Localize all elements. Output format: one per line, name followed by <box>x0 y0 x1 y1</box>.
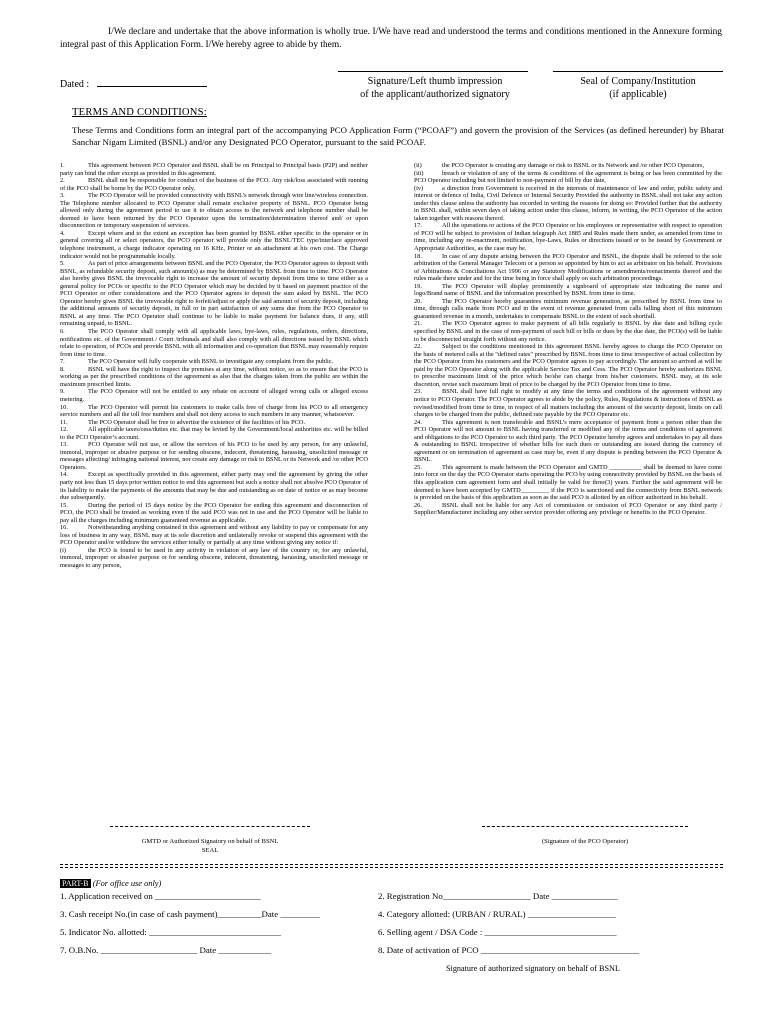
term-number: 14. <box>60 471 68 479</box>
term-text: During the period of 15 days notice by the PCO Operator for ending this agreement and disconnection of PCO, the PCO shall be treated as working even if the said PCO was not in use and the PCO Operator will be liable to pay all the charges including minimum guaranteed revenue as applicable. <box>60 501 368 524</box>
term-text: As part of price arrangements between BSNL and the PCO Operator, the PCO Operator agrees to deposit with BSNL, as refundable security deposit, such amount(s) as may be determined by BSNL from time to time. PCO Operator also hereby gives BSNL the irrevocable right to increase the amount of security deposit from time to time either as a general policy for PCOs or specific to the PCO Operator which may be decided by it based on payment practice of the PCO Operator or other considerations and the PCO Operator agrees to deposit the sum asked by BSNL. The PCO Operator hereby gives BSNL the irrevocable right to forfeit/adjust or apply the said amount of security deposit, including the additional amounts of security deposit, in full or in part satisfaction of any sums due from the PCO Operator to BSNL at any time. The PCO Operator shall continue to be liable to make payment for balance dues, if any, still remaining unpaid, to BSNL. <box>60 260 368 328</box>
term-text: a direction from Government is received in the interests of maintenance of law and order, public safety and interest or defence of India, Civil Defence or Internal Security Provided the authority in BSNL shall not take any action under this clause unless the authority has recorded in writing the reasons for doing so: Provided further that the authority in BSNL shall, within seven days of taking action under this clause, inform, in writing, the PCO Operator of the action taken together with reasons thereof. <box>414 184 722 222</box>
gmtd-signature-block <box>95 838 325 855</box>
term-item <box>414 343 722 388</box>
term-item <box>60 547 368 570</box>
term-number: 19. <box>414 282 422 290</box>
term-number: 10. <box>60 403 68 411</box>
term-item <box>60 192 368 230</box>
term-number: 24. <box>414 418 422 426</box>
office-field[interactable]: 4. Category allotted: (URBAN / RURAL) ____________________ <box>378 909 616 919</box>
term-number: 4. <box>60 229 65 237</box>
term-item <box>60 162 368 177</box>
term-text: the PCO Operator is creating any damage or risk to BSNL or its Network and /or other PCO Operators, <box>442 162 705 169</box>
term-text: The PCO Operator will not be entitled to any rebate on account of alleged wrong calls or alleged excess metering. <box>60 388 368 403</box>
term-number: 16. <box>60 524 68 532</box>
term-item <box>60 502 368 525</box>
term-number: (ii) <box>414 162 422 169</box>
term-text: BSNL will have the right to inspect the premises at any time, without notice, so as to ensure that the PCO is working as per the prescribed conditions of the agreement as also that the charges taken from the public are within the maximum prescribed limits. <box>60 365 368 388</box>
term-item <box>60 441 368 471</box>
term-number: 7. <box>60 358 65 366</box>
term-text: BSNL shall have full right to modify at any time the terms and conditions of the agreement without any notice to PCO Operator. The PCO Operator agrees to abide by the policy, Rules, Regulations & instructions of BSNL as revised/modified from time to time, in respect of all matters including the amount of the security deposit, limits on call charges to be charged from the public, defined rate payable by the PCO Operator etc. <box>414 388 722 419</box>
term-text: the PCO is found to be used in any activity in violation of any law of the country or, for any unlawful, immoral, improper or abusive purpose or for sending obscene, indecent, threatening, harassing, unsolicited message or messages to any person, <box>60 546 368 569</box>
term-number: (iii) <box>414 169 424 177</box>
term-number: 5. <box>60 260 65 268</box>
term-text: Except where and to the extent an exception has been granted by BSNL either specific to the operator or in general covering all or select operators, the PCO operator will provide only the BSNL/TEC type/interface approved telephone instrument, a charge indicator operating on 16 KHz, Printer or an attachment at his own cost. The Charge indicator would not be programmable locally. <box>60 229 368 260</box>
office-use-label: (For office use only) <box>92 879 162 888</box>
term-item <box>414 298 722 321</box>
term-text: BSNL shall not be responsible for conduct of the business of the PCO. Any risk/loss associated with running of the PCO shall be borne by the PCO Operator only. <box>60 177 368 192</box>
term-number: 12. <box>60 426 68 434</box>
term-number: 17. <box>414 222 422 230</box>
term-number: (iv) <box>414 184 424 192</box>
term-number: 3. <box>60 192 65 200</box>
pco-signature-block: (Signature of the PCO Operator) <box>541 838 629 845</box>
signature-label-2: of the applicant/authorized signatory <box>360 89 510 100</box>
term-item <box>60 419 368 427</box>
term-item <box>414 419 722 464</box>
seal-label-1: Seal of Company/Institution <box>580 76 696 87</box>
term-text: BSNL shall not be liable for any Act of commission or omission of PCO Operator or any third party / Supplier/Manufacturer including any other service provider offering any privilege or benefits to the PCO Operator. <box>414 501 722 517</box>
term-number: 21. <box>414 320 422 328</box>
applicant-signature-block <box>330 75 540 101</box>
office-field[interactable]: 1. Application received on ________________________ <box>60 891 261 901</box>
terms-left-column <box>60 162 368 570</box>
term-item <box>60 404 368 419</box>
term-item <box>414 320 722 343</box>
terms-right-column <box>414 162 722 517</box>
gmtd-sig-label: GMTD or Authorized Signatory on behalf of BSNL <box>141 838 279 845</box>
term-item <box>60 260 368 328</box>
term-item <box>60 524 368 547</box>
dated-blank <box>97 77 207 87</box>
declaration-text: I/We declare and undertake that the above information is wholly true. I/We have read and understood the terms and conditions mentioned in the Annexure forming integral past of this Application Form. I/We hereby agree to abide by them. <box>60 27 722 50</box>
term-text: All applicable taxes/cess/duties etc. that may be levied by the Government/local authorities etc. will be billed to the PCO Operator’s account. <box>60 426 368 441</box>
term-text: PCO Operator will not use, or allow the services of his PCO to be used by any person, for any unlawful, immoral, improper or abusive purpose or for sending obscene, indecent, threatening, harassing, unsolicited message or messages affecting/ infringing national interest, nor create any damage or risk to BSNL or its Network and /or other PCO Operators. <box>60 441 368 471</box>
office-fields-right <box>378 889 723 961</box>
term-text: The PCO Operator shall be free to advertise the existence of the facilities of his PCO. <box>88 418 306 426</box>
bsnl-signatory-label: Signature of authorized signatory on behalf of BSNL <box>446 964 620 973</box>
signature-line <box>338 71 528 72</box>
term-text: breach or violation of any of the terms & conditions of the agreement is being or has been committed by the PCO Operator including but not limited to non-payment of bill by due date, <box>414 169 722 185</box>
terms-heading: TERMS AND CONDITIONS: <box>72 107 207 118</box>
gmtd-signature-line <box>110 826 310 827</box>
term-text: This agreement is made between the PCO Operator and GMTD __________ shall be deemed to have come into force on the day the PCO Operator starts operating the PCO by using connectivity provided by BSNL on the basis of this application cum agreement form and shall initially be valid for three(3) years. Further the said agreement will be deemed to have been accepted by GMTD_________ if the PCO is sanctioned and the connectivity from BSNL network is provided on the basis of this application as soon as the said PCO is allotted by an officer authorized in his behalf. <box>414 463 722 502</box>
term-text: This agreement between PCO Operator and BSNL shall be on Principal to Principal basis (P2P) and neither party can bind the other except as provided in this agreement. <box>60 162 368 177</box>
term-number: 15. <box>60 501 68 509</box>
term-item <box>414 464 722 502</box>
term-number: 13. <box>60 441 68 449</box>
term-item <box>414 283 722 298</box>
term-number: 20. <box>414 297 422 305</box>
term-item <box>414 162 722 170</box>
term-number: 25. <box>414 463 422 471</box>
term-number: (i) <box>60 546 66 554</box>
term-text: The PCO Operator will be provided connectivity with BSNL’s network through wire line/wireless connection. The Telephone number allocated to PCO Operator shall remain exclusive property of BSNL. PCO Operator being allowed only during the agreement period to use it to obtain access to the network and telephone number shall be deemed to have been returned by the PCO Operator upon the termination/determination thereof and/ or upon disconnection or temporary suspension of services. <box>60 192 368 230</box>
term-item <box>60 426 368 441</box>
term-item <box>60 230 368 260</box>
term-number: 2. <box>60 177 65 185</box>
term-item <box>60 328 368 358</box>
term-number: 22. <box>414 343 422 351</box>
office-field[interactable]: 6. Selling agent / DSA Code : ______________________________ <box>378 927 617 937</box>
term-number: 1. <box>60 162 65 169</box>
term-number: 6. <box>60 328 65 336</box>
term-text: The PCO Operator will fully cooperate with BSNL to investigate any complaint from the public. <box>88 358 334 366</box>
office-field[interactable]: 8. Date of activation of PCO ____________________________________ <box>378 945 640 955</box>
dated-field <box>60 77 207 90</box>
office-field[interactable]: 3. Cash receipt No.(in case of cash payment)__________Date _________ <box>60 909 320 919</box>
term-item <box>60 358 368 366</box>
term-text: All the operations or actions of the PCO Operator or his employees or representative with respect to operation of PCO will be subject to provision of Indian telegraph Act 1885 and Rules made there under, as amended from time to time, including any re-enactment, notification, bye-Laws, Rules or directions issued or to be issued by Government or Appropriate Authorities, as the case may be. <box>414 222 722 253</box>
term-text: This agreement is non transferable and BSNL’s mere acceptance of payment from a person other than the PCO Operator will not amount to BSNL having transferred or modified any of the terms and conditions of agreement and obligations to the PCO Operator to such third party. The PCO Operator hereby agrees and undertakes to pay all dues & outstanding to BSNL irrespective of whether bills for such dues or outstanding are issued during the currency of agreement or on termination of agreement as case may be, even if any dispute is pending between the PCO Operator & BSNL. <box>414 418 722 464</box>
term-number: 9. <box>60 388 65 396</box>
term-item <box>60 177 368 192</box>
term-number: 11. <box>60 418 68 426</box>
seal-block <box>548 75 728 101</box>
office-field[interactable]: 2. Registration No____________________ Date _______________ <box>378 891 618 901</box>
seal-label-2: (if applicable) <box>609 89 667 100</box>
term-item <box>414 185 722 223</box>
term-text: Notwithstanding anything contained in this agreement and without any liability to pay or compensate for any loss of business in any way, BSNL may at its sole discretion and unilaterally revoke or suspend this agreement with the PCO Operator and/or withdraw the services either totally or partially at any time without giving any notice if: <box>60 524 368 547</box>
term-number: 18. <box>414 252 422 260</box>
terms-intro: These Terms and Conditions form an integral part of the accompanying PCO Application Form (“PCOAF”) and govern the provision of the Services (as defined hereunder) by Bharat Sanchar Nigam Limited (BSNL) and/or any Designated PCO Operator, pursuant to the said PCOAF. <box>72 125 724 147</box>
term-item <box>414 388 722 418</box>
seal-label: SEAL <box>201 846 219 854</box>
term-item <box>414 222 722 252</box>
term-text: The PCO Operator agrees to make payment of all bills regularly to BSNL by due date and billing cycle specified by BSNL and in the case of non-payment of such bill or bills or dues by the due date, the PCO(s) will be liable to be disconnected straight forth without any notice. <box>414 320 722 343</box>
term-text: Subject to the conditions mentioned in this agreement BSNL hereby agrees to charge the PCO Operator on the basis of metered calls at the "defined rates" prescribed by BSNL from time to time irrespective of actual collection by the PCO Operator from his customers and the PCO Operator agrees to pay accordingly. The amount so arrived at will be paid by the PCO Operator along with the applicable Service Tax and Cess. The PCO Operator hereby authorizes BSNL to prescribe maximum limit of the price which he/she can charge from his/her customers. BSNL may, at its sole discretion, revise such maximum limit of price to be charged by the PCO Operator from time to time. <box>414 343 722 388</box>
term-number: 23. <box>414 388 422 396</box>
separator-line <box>60 864 723 865</box>
term-text: Except as specifically provided in this agreement, either party may end the agreement by giving the other party not less than 15 days prior written notice to end this agreement but such a notice shall not absolve PCO Operator of its liability to make the payments of the amounts that may be due and outstanding as on date of notice or as may become due subsequently. <box>60 471 368 502</box>
term-item <box>414 502 722 517</box>
office-field[interactable]: 5. Indicator No. allotted: ______________________________ <box>60 927 281 937</box>
term-text: The PCO Operator hereby guarantees minimum revenue generation, as prescribed by BSNL from time to time, through calls made from PCO and in the event of revenue generated from calls falling short of this minimum guaranteed revenue in a month, undertakes to compensate BSNL to the extent of such shortfall. <box>414 297 722 320</box>
pco-signature-line <box>482 826 688 827</box>
term-text: The PCO Operator will display prominently a signboard of appropriate size indicating the name and logo/Brand name of BSNL and the information prescribed by BSNL from time to time. <box>414 282 722 298</box>
office-field[interactable]: 7. O.B.No. ______________________ Date ____________ <box>60 945 272 955</box>
term-text: The PCO Operator will permit his customers to make calls free of charge from his PCO to all emergency service numbers and all the toll free numbers and shall not deny access to such numbers in any manner, whatsoever. <box>60 403 368 419</box>
term-item <box>414 170 722 185</box>
term-item <box>60 366 368 389</box>
term-item <box>60 388 368 403</box>
term-number: 8. <box>60 365 65 373</box>
term-text: The PCO Operator shall comply with all applicable laws, bye-laws, rules, regulations, orders, directions, notifications etc. of the Government / Court /tribunals and shall also comply with all directions issued by BSNL which relate to operation, of PCOs and provide BSNL with all information and co-operation that BSNL may reasonably require from time to time. <box>60 328 368 358</box>
dated-label: Dated : <box>60 79 90 90</box>
term-text: In case of any dispute arising between the PCO Operator and BSNL, the dispute shall be referred to the sole arbitration of the General Manager Telecom or a person so appointed by him to act as arbitrator on his behalf. Provisions of Arbitrations & Conciliations Act 1996 or any Statutory Modifications or amendments/reenactments thereof and the rules made there under and for the time being in force shall apply on such arbitration proceedings. <box>414 252 722 283</box>
term-item <box>60 471 368 501</box>
part-b-label: PART-B <box>62 879 89 888</box>
seal-line <box>553 71 723 72</box>
term-item <box>414 253 722 283</box>
term-number: 26. <box>414 501 422 509</box>
signature-label-1: Signature/Left thumb impression <box>367 76 503 87</box>
office-fields-left <box>60 889 380 961</box>
separator-line-2 <box>60 867 723 868</box>
